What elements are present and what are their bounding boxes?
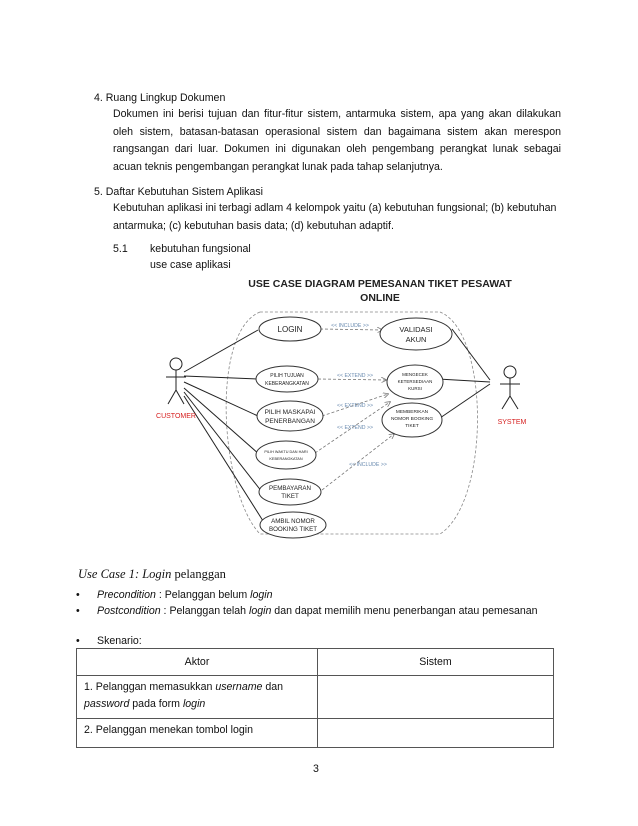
section-5-1-subtitle: use case aplikasi [150,259,231,271]
diagram-title-line1: USE CASE DIAGRAM PEMESANAN TIKET PESAWAT [248,278,512,290]
rel-include-1: << INCLUDE >> [331,323,369,329]
rel-extend-2: << EXTEND >> [336,403,374,409]
section-5-1-number: 5.1 [113,243,128,255]
diagram-title-line2: ONLINE [360,292,400,304]
rel-extend-1: << EXTEND >> [336,373,374,379]
use-case-1-title: Use Case 1: Login pelanggan [78,567,226,581]
postcondition: Postcondition : Pelanggan telah login dan dapat memilih menu penerbangan atau pemesanan [97,605,538,617]
uc-maskapai-label2: PENERBANGAN [265,418,315,425]
uc-bayar-label2: TIKET [281,493,299,500]
uc-validasi-label2: AKUN [405,335,427,344]
uc-cek-label3: KURSI [408,386,422,391]
uc-validasi [380,318,452,350]
uc-cek-label1: MENGECEK [402,372,428,377]
uc-beri-label3: TIKET [405,424,419,429]
bullet-3: • [76,635,80,647]
uc-pilih-maskapai [257,401,323,431]
uc-validasi-label1: VALIDASI [399,325,433,334]
diagram-title [248,278,512,304]
skenario-label: Skenario: [97,635,142,647]
scenario-table [76,648,554,748]
uc-pembayaran [259,479,321,505]
uc-waktu-label2: KEBERANGKATAN [269,457,303,461]
row1-sistem [318,676,554,719]
table-row [77,676,554,719]
section-4-body: Dokumen ini berisi tujuan dan fitur-fitur sistem, antarmuka sistem, apa yang akan dilakukan oleh sistem, batasan-batasan operasional sistem dan bagaimana sistem akan merespon rangsangan dari luar. Dokumen ini digunakan oleh pengembang perangkat lunak sebagai acuan teknis pengembangan perangkat lunak pada tahap selanjutnya. [113,108,561,173]
customer-label: CUSTOMER [156,413,196,420]
section-5-body: Kebutuhan aplikasi ini terbagi adlam 4 kelompok yaitu (a) kebutuhan fungsional; (b) kebutuhan antarmuka; (c) kebutuhan basis data; (d) kebutuhan adaptif. [113,202,557,232]
rel-include-2: << INCLUDE >> [349,462,387,468]
header-aktor: Aktor [77,649,318,676]
section-4-heading: 4. Ruang Lingkup Dokumen [94,92,226,104]
uc-pilih-tujuan-label1: PILIH TUJUAN [270,373,304,379]
uc-waktu-label1: PILIH WAKTU DAN HARI [264,450,308,454]
header-sistem: Sistem [318,649,554,676]
table-header-row [77,649,554,676]
uc-beri-label2: NOMOR BOOKING [390,417,434,422]
system-actor [500,366,520,409]
row2-sistem [318,719,554,748]
uc-beri-label1: MEMBERIKAN [395,410,429,415]
uc-pilih-tujuan-label2: KEBERANGKATAN [265,381,309,387]
page-number: 3 [313,763,319,775]
uc-ambil-label2: BOOKING TIKET [268,526,318,533]
bullet-2: • [76,605,80,617]
system-label: SYSTEM [497,419,527,426]
uc-ambil-label1: AMBIL NOMOR [271,518,315,525]
uc-bayar-label1: PEMBAYARAN [268,485,312,492]
row2-aktor: 2. Pelanggan menekan tombol login [77,719,318,748]
uc-pilih-tujuan [256,366,318,392]
section-5-1-title: kebutuhan fungsional [150,243,251,255]
precondition: Precondition : Pelanggan belum login [97,589,273,601]
row1-aktor: 1. Pelanggan memasukkan username dan password pada form login [77,676,318,719]
bullet-1: • [76,589,80,601]
uc-cek-label2: KETERSEDIAAN [397,379,433,384]
uc-pilih-waktu [256,441,316,469]
use-case-diagram [150,272,530,544]
customer-actor [166,358,186,404]
uc-ambil-nomor [260,512,326,538]
table-row [77,719,554,748]
section-5-heading: 5. Daftar Kebutuhan Sistem Aplikasi [94,186,264,198]
rel-extend-3: << EXTEND >> [336,425,374,431]
uc-maskapai-label1: PILIH MASKAPAI [264,409,316,416]
uc-login-label: LOGIN [277,325,303,334]
